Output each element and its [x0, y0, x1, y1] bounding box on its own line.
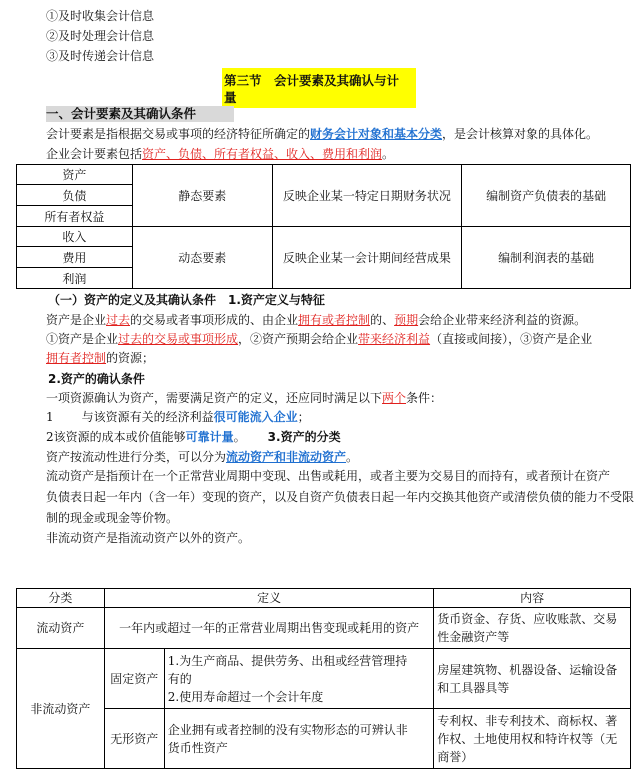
paragraph-conditions: 一项资源确认为资产，需要满足资产的定义，还应同时满足以下两个条件： [46, 391, 443, 405]
intro-item-2: ②及时处理会计信息 [46, 29, 155, 43]
cell-fixed-content: 房屋建筑物、机器设备、运输设备 和工具器具等 [434, 649, 631, 709]
cell-dynamic-kind: 动态要素 [132, 227, 272, 289]
paragraph-current-1: 流动资产是指预计在一个正常营业周期中变现、出售或耗用，或者主要为交易目的而持有，或者预计在资产 [46, 469, 611, 483]
section-title [224, 72, 399, 106]
paragraph-classification: 资产按流动性进行分类，可以分为流动资产和非流动资产。 [46, 450, 359, 464]
section-title-line-2: 量 [224, 90, 237, 105]
cell-current-content: 货币资金、存货、应收账款、交易 性金融资产等 [434, 608, 631, 649]
cell-intangible-def: 企业拥有或者控制的没有实物形态的可辨认非 货币性资产 [164, 709, 434, 769]
paragraph-asset-definition: 资产是企业过去的交易或者事项形成的、由企业拥有或者控制的、预期会给企业带来经济利益的资源。 [46, 313, 587, 327]
cell-asset: 资产 [17, 165, 133, 185]
heading-classification: 3.资产的分类 [267, 430, 341, 444]
section-title-line-1: 第三节 会计要素及其确认与计 [224, 73, 400, 88]
asset-classification-table [16, 588, 631, 769]
cell-dynamic-basis: 编制利润表的基础 [462, 227, 631, 289]
cell-static-desc: 反映企业某一特定日期财务状况 [272, 165, 462, 227]
cell-revenue: 收入 [17, 227, 133, 247]
header-content: 内容 [434, 589, 631, 608]
cell-fixed-def: 1.为生产商品、提供劳务、出租或经营管理持 有的 2.使用寿命超过一个会计年度 [164, 649, 434, 709]
heading-1: 一、会计要素及其确认条件 [46, 106, 197, 121]
heading-asset-definition: （一）资产的定义及其确认条件 1.资产定义与特征 [48, 293, 325, 307]
elements-table [16, 164, 631, 289]
cell-fixed-label: 固定资产 [104, 649, 164, 709]
cell-static-kind: 静态要素 [132, 165, 272, 227]
cell-noncurrent-label: 非流动资产 [17, 649, 105, 769]
cell-profit: 利润 [17, 268, 133, 289]
cell-intangible-content: 专利权、非专利技术、商标权、著 作权、土地使用权和特许权等（无 商誉） [434, 709, 631, 769]
intro-item-3: ③及时传递会计信息 [46, 49, 155, 63]
paragraph-current-3: 制的现金或现金等价物。 [46, 511, 179, 525]
header-category: 分类 [17, 589, 105, 608]
paragraph-definition: 会计要素是指根据交易或事项的经济特征所确定的财务会计对象和基本分类，是会计核算对象的具体化。 [46, 127, 599, 141]
emphasis-accounting-object: 财务会计对象和基本分类 [310, 127, 443, 141]
cell-expense: 费用 [17, 247, 133, 268]
paragraph-current-2: 负债表日起一年内（含一年）变现的资产，以及自资产负债表日起一年内交换其他资产或清偿负债的能力不受限 [46, 490, 635, 504]
header-definition: 定义 [104, 589, 433, 608]
cell-liability: 负债 [17, 185, 133, 206]
cell-current-label: 流动资产 [17, 608, 105, 649]
cell-static-basis: 编制资产负债表的基础 [462, 165, 631, 227]
cell-intangible-label: 无形资产 [104, 709, 164, 769]
cell-current-def: 一年内或超过一年的正常营业周期出售变现或耗用的资产 [104, 608, 433, 649]
emphasis-elements-list: 资产、负债、所有者权益、收入、费用和利润 [142, 147, 383, 161]
cell-dynamic-desc: 反映企业某一会计期间经营成果 [272, 227, 462, 289]
cell-equity: 所有者权益 [17, 206, 133, 227]
paragraph-noncurrent: 非流动资产是指流动资产以外的资产。 [46, 531, 251, 545]
intro-item-1: ①及时收集会计信息 [46, 9, 155, 23]
paragraph-elements: 企业会计要素包括资产、负债、所有者权益、收入、费用和利润。 [46, 147, 395, 161]
condition-2: 2该资源的成本或价值能够可靠计量。 3.资产的分类 [46, 430, 341, 444]
condition-1: 1 与该资源有关的经济利益很可能流入企业； [46, 410, 310, 424]
paragraph-asset-features: ①资产是企业过去的交易或事项形成，②资产预期会给企业带来经济利益（直接或间接），③资产是企业 [46, 332, 593, 346]
heading-recognition: 2.资产的确认条件 [48, 372, 145, 386]
paragraph-asset-features-cont: 拥有者控制的资源； [46, 351, 155, 365]
